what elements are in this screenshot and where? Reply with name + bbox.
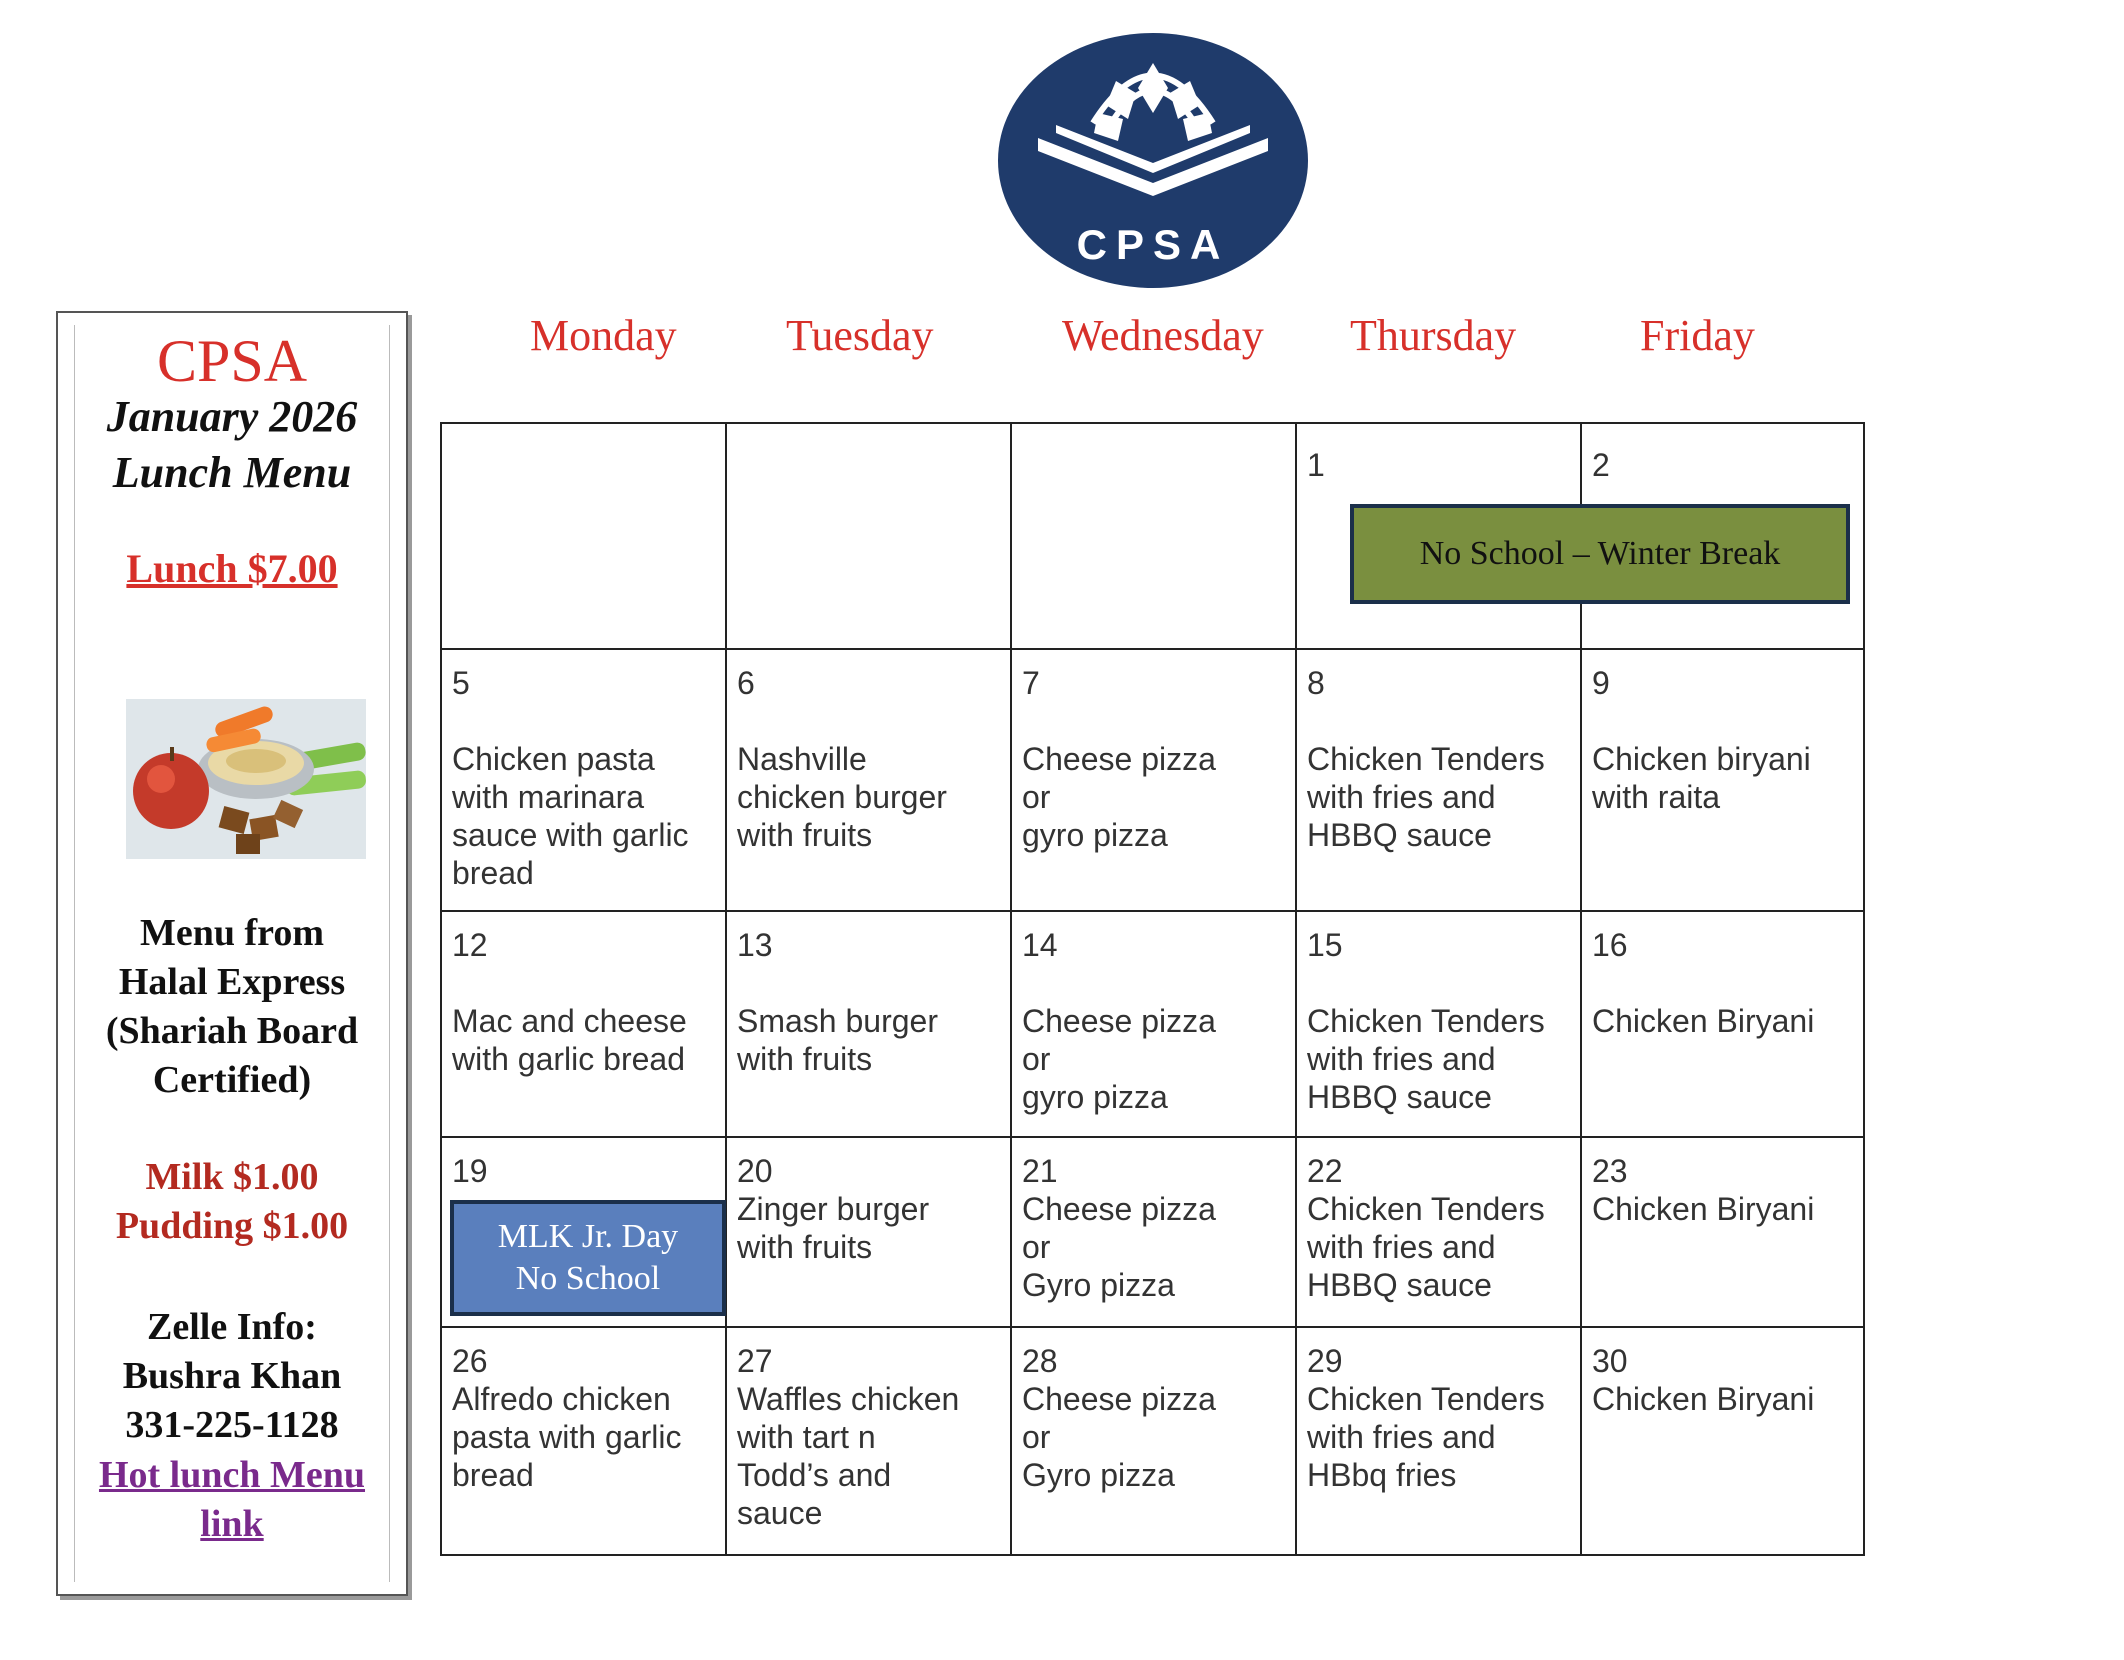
date-number: 26 [452, 1343, 488, 1379]
date-number: 2 [1592, 447, 1610, 483]
day-header-monday: Monday [530, 311, 677, 360]
meal-text: Chicken Tenders with fries and HBBQ sauce [1307, 1003, 1545, 1115]
mlk-line: MLK Jr. Day [497, 1218, 679, 1255]
meal-text: Chicken pasta with marinara sauce with garlic bread [452, 741, 689, 891]
sidebar-month: January 2026 [106, 392, 358, 441]
day-header-friday: Friday [1640, 311, 1755, 360]
date-number: 12 [452, 927, 488, 963]
calendar-cell [1296, 1137, 1581, 1327]
date-number: 27 [737, 1343, 773, 1379]
date-number: 15 [1307, 927, 1343, 963]
logo-text: CPSA [1076, 221, 1230, 268]
meal-text: Waffles chicken with tart n Todd’s and sauce [737, 1381, 960, 1531]
meal-text: Cheese pizza or gyro pizza [1022, 1003, 1216, 1115]
food-image [126, 699, 366, 859]
meal-text: Chicken Biryani [1592, 1003, 1815, 1039]
extras-prices [58, 1153, 406, 1251]
lunch-price: Lunch $7.00 [126, 546, 338, 591]
date-number: 20 [737, 1153, 773, 1189]
pudding-price: Pudding $1.00 [115, 1205, 349, 1247]
zelle-info [58, 1303, 406, 1450]
vendor-info [58, 909, 406, 1105]
calendar-cell [1011, 911, 1296, 1137]
vendor-line: Menu from [140, 912, 324, 954]
link-line[interactable]: link [200, 1503, 264, 1545]
sidebar-panel [56, 311, 408, 1596]
vendor-line: (Shariah Board [105, 1010, 359, 1052]
date-number: 5 [452, 665, 470, 701]
date-number: 8 [1307, 665, 1325, 701]
date-number: 6 [737, 665, 755, 701]
calendar-cell [1011, 1137, 1296, 1327]
calendar-cell [1296, 1327, 1581, 1555]
calendar-cell [1296, 911, 1581, 1137]
meal-text: Smash burger with fruits [737, 1003, 938, 1077]
calendar-cell [726, 1327, 1011, 1555]
meal-text: Alfredo chicken pasta with garlic bread [452, 1381, 682, 1493]
calendar-cell [1581, 1327, 1864, 1555]
calendar-week-row [441, 1327, 1864, 1555]
calendar-cell [1011, 423, 1296, 649]
date-number: 30 [1592, 1343, 1628, 1379]
link-line[interactable]: Hot lunch Menu [98, 1454, 366, 1496]
date-number: 19 [452, 1153, 488, 1189]
calendar-cell [1011, 1327, 1296, 1555]
date-number: 9 [1592, 665, 1610, 701]
calendar-week-row [441, 911, 1864, 1137]
date-number: 21 [1022, 1153, 1058, 1189]
calendar-cell [1581, 1137, 1864, 1327]
milk-price: Milk $1.00 [145, 1156, 319, 1198]
meal-text: Chicken Tenders with fries and HBBQ sauce [1307, 1191, 1545, 1303]
sidebar-title: CPSA [156, 328, 308, 394]
calendar-cell [1011, 649, 1296, 911]
meal-text: Chicken Biryani [1592, 1381, 1815, 1417]
calendar-cell [441, 1327, 726, 1555]
calendar-cell [726, 649, 1011, 911]
meal-text: Cheese pizza or Gyro pizza [1022, 1191, 1216, 1303]
calendar-week-row [441, 649, 1864, 911]
winter-break-notice: No School – Winter Break [1350, 504, 1850, 604]
calendar-cell [441, 423, 726, 649]
calendar-cell [726, 423, 1011, 649]
zelle-name: Bushra Khan [122, 1355, 342, 1397]
calendar-cell [726, 1137, 1011, 1327]
food-illustration-icon [126, 699, 366, 859]
calendar-cell [1296, 649, 1581, 911]
meal-text: Nashville chicken burger with fruits [737, 741, 947, 853]
day-header-thursday: Thursday [1350, 311, 1517, 360]
day-header-wednesday: Wednesday [1062, 311, 1264, 360]
cpsa-logo [998, 33, 1308, 288]
meal-text: Mac and cheese with garlic bread [452, 1003, 687, 1077]
mlk-line: No School [515, 1260, 661, 1297]
hot-lunch-menu-link[interactable] [58, 1451, 406, 1549]
meal-text: Cheese pizza or gyro pizza [1022, 741, 1216, 853]
zelle-label: Zelle Info: [147, 1306, 317, 1348]
meal-text: Chicken Tenders with fries and HBBQ sauce [1307, 741, 1545, 853]
meal-text: Chicken Biryani [1592, 1191, 1815, 1227]
calendar-cell [441, 911, 726, 1137]
meal-text: Chicken Tenders with fries and HBbq fries [1307, 1381, 1545, 1493]
date-number: 13 [737, 927, 773, 963]
vendor-line: Certified) [152, 1059, 312, 1101]
calendar-cell [441, 649, 726, 911]
calendar-cell [726, 911, 1011, 1137]
date-number: 22 [1307, 1153, 1343, 1189]
date-number: 29 [1307, 1343, 1343, 1379]
sidebar-menu-title: Lunch Menu [112, 448, 352, 497]
mlk-day-notice [450, 1200, 726, 1316]
day-header-tuesday: Tuesday [786, 311, 934, 360]
vendor-line: Halal Express [118, 961, 346, 1003]
meal-text: Chicken biryani with raita [1592, 741, 1811, 815]
date-number: 1 [1307, 447, 1325, 483]
date-number: 14 [1022, 927, 1058, 963]
date-number: 7 [1022, 665, 1040, 701]
calendar-cell [1581, 649, 1864, 911]
meal-text: Zinger burger with fruits [737, 1191, 930, 1265]
date-number: 23 [1592, 1153, 1628, 1189]
calendar-cell [1581, 911, 1864, 1137]
date-number: 28 [1022, 1343, 1058, 1379]
meal-text: Cheese pizza or Gyro pizza [1022, 1381, 1216, 1493]
zelle-phone: 331-225-1128 [125, 1404, 339, 1446]
date-number: 16 [1592, 927, 1628, 963]
